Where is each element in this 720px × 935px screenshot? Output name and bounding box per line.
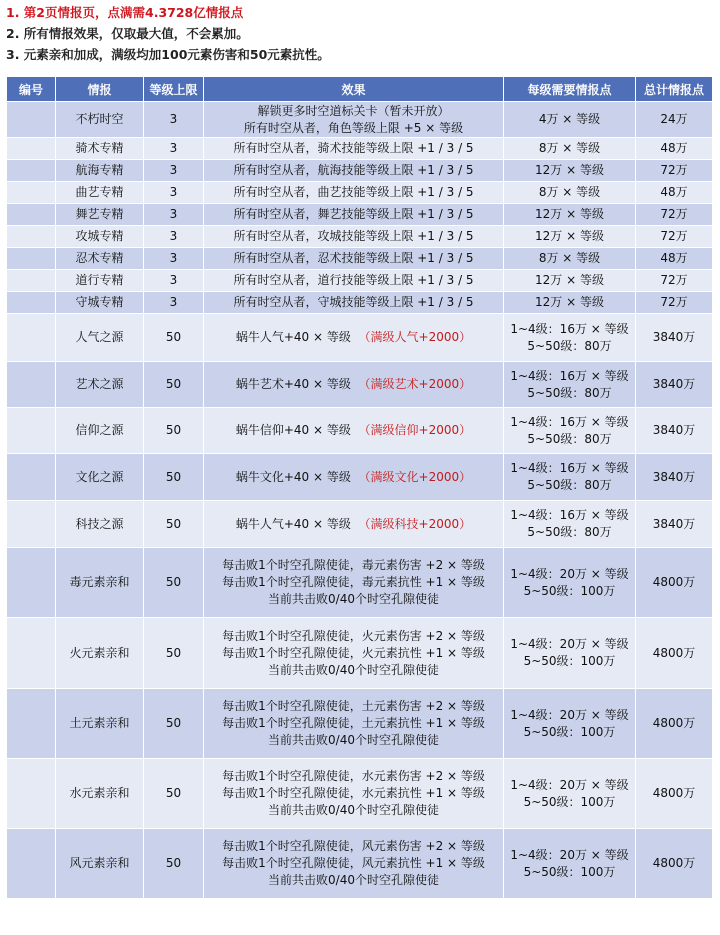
- cell-effect: [204, 501, 504, 548]
- effect-line: 所有时空从者，航海技能等级上限 +1 / 3 / 5: [233, 163, 474, 177]
- cell-max-level: 50: [144, 408, 204, 454]
- cell-name: 舞艺专精: [56, 204, 144, 226]
- cell-id: [7, 138, 56, 160]
- cell-cost-per-level: [504, 454, 636, 501]
- cell-max-level: 50: [144, 314, 204, 362]
- cell-cost-per-level: [504, 226, 636, 248]
- cost-line: 8万 × 等级: [538, 251, 601, 265]
- cell-effect: [204, 248, 504, 270]
- table-row: [7, 102, 713, 138]
- cell-max-level: 50: [144, 689, 204, 759]
- cell-cost-per-level: [504, 759, 636, 829]
- effect-line: 每击败1个时空孔隙使徒，水元素伤害 +2 × 等级: [222, 769, 485, 783]
- cell-total: 3840万: [636, 501, 713, 548]
- cell-max-level: 3: [144, 226, 204, 248]
- header-id: 编号: [7, 77, 56, 102]
- cell-cost-per-level: [504, 408, 636, 454]
- effect-line: 当前共击败0/40个时空孔隙使徒: [268, 662, 439, 677]
- cell-name: 水元素亲和: [56, 759, 144, 829]
- cost-line: 5~50级：80万: [527, 525, 612, 539]
- cell-max-level: 50: [144, 454, 204, 501]
- table-row: [7, 182, 713, 204]
- cell-cost-per-level: [504, 618, 636, 689]
- effect-line: 当前共击败0/40个时空孔隙使徒: [268, 592, 439, 606]
- cell-max-level: 50: [144, 618, 204, 689]
- cell-id: [7, 689, 56, 759]
- cost-line: 12万 × 等级: [535, 295, 604, 309]
- cell-id: [7, 408, 56, 454]
- cell-name: 航海专精: [56, 160, 144, 182]
- cell-total: 72万: [636, 160, 713, 182]
- effect-line: 每击败1个时空孔隙使徒，火元素伤害 +2 × 等级: [222, 628, 485, 643]
- cost-line: 5~50级：80万: [527, 385, 612, 400]
- cell-total: 3840万: [636, 314, 713, 362]
- cost-line: 5~50级：80万: [527, 431, 612, 446]
- cost-line: 1~4级：16万 × 等级: [510, 508, 629, 522]
- cost-line: 5~50级：100万: [523, 794, 616, 809]
- table-row: [7, 829, 713, 899]
- cell-effect: [204, 759, 504, 829]
- cost-line: 5~50级：100万: [523, 583, 616, 598]
- cell-name: 忍术专精: [56, 248, 144, 270]
- table-row: [7, 501, 713, 548]
- cell-max-level: 3: [144, 248, 204, 270]
- cell-id: [7, 204, 56, 226]
- cell-id: [7, 618, 56, 689]
- effect-line: 所有时空从者，道行技能等级上限 +1 / 3 / 5: [233, 273, 474, 287]
- cell-effect: [204, 362, 504, 408]
- cell-name: 骑术专精: [56, 138, 144, 160]
- effect-line: 所有时空从者，骑术技能等级上限 +1 / 3 / 5: [233, 141, 474, 155]
- cell-name: 毒元素亲和: [56, 548, 144, 618]
- effect-line: 每击败1个时空孔隙使徒，毒元素抗性 +1 × 等级: [222, 575, 485, 589]
- effect-highlight: （满级人气+2000）: [358, 330, 472, 344]
- cell-name: 道行专精: [56, 270, 144, 292]
- cell-effect: [204, 408, 504, 454]
- cost-line: 1~4级：16万 × 等级: [510, 321, 629, 336]
- cell-total: 24万: [636, 102, 713, 138]
- cell-effect: [204, 292, 504, 314]
- table-header-row: [7, 77, 713, 102]
- header-name: 情报: [56, 77, 144, 102]
- effect-line: 所有时空从者，攻城技能等级上限 +1 / 3 / 5: [233, 229, 474, 243]
- table-row: [7, 362, 713, 408]
- cell-cost-per-level: [504, 182, 636, 204]
- cell-total: 4800万: [636, 618, 713, 689]
- effect-line: 所有时空从者，忍术技能等级上限 +1 / 3 / 5: [233, 251, 474, 265]
- cell-effect: [204, 102, 504, 138]
- cell-effect: [204, 689, 504, 759]
- cell-total: 4800万: [636, 829, 713, 899]
- cost-line: 5~50级：100万: [523, 724, 616, 739]
- cost-line: 1~4级：20万 × 等级: [510, 637, 629, 651]
- cell-max-level: 3: [144, 270, 204, 292]
- effect-line: 每击败1个时空孔隙使徒，毒元素伤害 +2 × 等级: [222, 558, 485, 572]
- cell-max-level: 50: [144, 759, 204, 829]
- cell-cost-per-level: [504, 292, 636, 314]
- table-row: [7, 408, 713, 454]
- table-row: [7, 548, 713, 618]
- effect-line: 蜗牛人气+40 × 等级: [235, 516, 351, 531]
- effect-line: 蜗牛信仰+40 × 等级: [235, 423, 351, 437]
- cell-cost-per-level: [504, 362, 636, 408]
- cell-total: 72万: [636, 226, 713, 248]
- cell-max-level: 50: [144, 362, 204, 408]
- effect-line: 当前共击败0/40个时空孔隙使徒: [268, 873, 439, 887]
- cell-effect: [204, 548, 504, 618]
- cell-total: 72万: [636, 204, 713, 226]
- cell-id: [7, 548, 56, 618]
- cost-line: 1~4级：20万 × 等级: [510, 566, 629, 581]
- cost-line: 12万 × 等级: [535, 207, 604, 221]
- cell-cost-per-level: [504, 248, 636, 270]
- effect-line: 所有时空从者，曲艺技能等级上限 +1 / 3 / 5: [233, 185, 474, 199]
- cell-max-level: 50: [144, 829, 204, 899]
- cost-line: 12万 × 等级: [535, 229, 604, 243]
- table-row: [7, 270, 713, 292]
- table-row: [7, 226, 713, 248]
- cell-cost-per-level: [504, 314, 636, 362]
- cell-cost-per-level: [504, 270, 636, 292]
- cell-id: [7, 182, 56, 204]
- cell-id: [7, 759, 56, 829]
- cost-line: 8万 × 等级: [538, 185, 601, 199]
- cost-line: 5~50级：80万: [527, 478, 612, 492]
- cell-name: 科技之源: [56, 501, 144, 548]
- header-cost-per-level: 每级需要情报点: [504, 77, 636, 102]
- effect-highlight: （满级文化+2000）: [358, 469, 472, 484]
- cell-name: 土元素亲和: [56, 689, 144, 759]
- cell-id: [7, 292, 56, 314]
- cell-total: 72万: [636, 270, 713, 292]
- notes-section: [0, 0, 720, 65]
- cell-name: 火元素亲和: [56, 618, 144, 689]
- cell-max-level: 3: [144, 160, 204, 182]
- table-row: [7, 759, 713, 829]
- cell-name: 人气之源: [56, 314, 144, 362]
- effect-line: 每击败1个时空孔隙使徒，风元素抗性 +1 × 等级: [222, 856, 485, 870]
- table-row: [7, 292, 713, 314]
- effect-line: 蜗牛艺术+40 × 等级: [235, 377, 351, 391]
- cell-cost-per-level: [504, 204, 636, 226]
- table-row: [7, 454, 713, 501]
- cost-line: 1~4级：20万 × 等级: [510, 707, 629, 722]
- effect-line: 每击败1个时空孔隙使徒，火元素抗性 +1 × 等级: [222, 645, 485, 660]
- effect-line: 每击败1个时空孔隙使徒，土元素抗性 +1 × 等级: [222, 716, 485, 730]
- cost-line: 12万 × 等级: [535, 273, 604, 287]
- cell-cost-per-level: [504, 829, 636, 899]
- effect-line: 当前共击败0/40个时空孔隙使徒: [268, 733, 439, 747]
- cell-name: 艺术之源: [56, 362, 144, 408]
- cell-name: 信仰之源: [56, 408, 144, 454]
- header-total: 总计情报点: [636, 77, 713, 102]
- cell-effect: [204, 182, 504, 204]
- header-max-level: 等级上限: [144, 77, 204, 102]
- effect-line: 所有时空从者，舞艺技能等级上限 +1 / 3 / 5: [233, 207, 474, 221]
- cost-line: 1~4级：20万 × 等级: [510, 847, 629, 862]
- cell-cost-per-level: [504, 102, 636, 138]
- cell-id: [7, 454, 56, 501]
- cost-line: 5~50级：100万: [523, 654, 616, 668]
- cell-id: [7, 501, 56, 548]
- effect-line: 每击败1个时空孔隙使徒，风元素伤害 +2 × 等级: [222, 839, 485, 853]
- cell-effect: [204, 138, 504, 160]
- cell-effect: [204, 618, 504, 689]
- table-row: [7, 618, 713, 689]
- note-3: 3. 元素亲和加成，满级均加100元素伤害和50元素抗性。: [6, 47, 330, 62]
- cell-max-level: 3: [144, 138, 204, 160]
- cell-cost-per-level: [504, 501, 636, 548]
- effect-line: 解锁更多时空道标关卡（暂未开放）: [257, 103, 450, 118]
- effect-highlight: （满级信仰+2000）: [358, 423, 472, 437]
- cell-max-level: 3: [144, 292, 204, 314]
- cell-total: 72万: [636, 292, 713, 314]
- cell-effect: [204, 829, 504, 899]
- cell-name: 不朽时空: [56, 102, 144, 138]
- cost-line: 5~50级：80万: [527, 338, 612, 353]
- effect-line: 所有时空从者，角色等级上限 +5 × 等级: [243, 120, 464, 135]
- cell-total: 3840万: [636, 454, 713, 501]
- cell-name: 守城专精: [56, 292, 144, 314]
- header-effect: 效果: [204, 77, 504, 102]
- cell-id: [7, 160, 56, 182]
- cell-id: [7, 270, 56, 292]
- cell-cost-per-level: [504, 689, 636, 759]
- cell-cost-per-level: [504, 138, 636, 160]
- cost-line: 1~4级：16万 × 等级: [510, 368, 629, 383]
- cost-line: 8万 × 等级: [538, 141, 601, 155]
- cost-line: 1~4级：20万 × 等级: [510, 777, 629, 792]
- effect-highlight: （满级科技+2000）: [358, 516, 472, 531]
- cell-max-level: 50: [144, 501, 204, 548]
- cell-effect: [204, 204, 504, 226]
- cell-max-level: 3: [144, 204, 204, 226]
- effect-line: 每击败1个时空孔隙使徒，水元素抗性 +1 × 等级: [222, 786, 485, 800]
- cell-name: 风元素亲和: [56, 829, 144, 899]
- cost-line: 1~4级：16万 × 等级: [510, 461, 629, 475]
- cell-id: [7, 248, 56, 270]
- table-row: [7, 204, 713, 226]
- cell-max-level: 3: [144, 182, 204, 204]
- effect-line: 每击败1个时空孔隙使徒，土元素伤害 +2 × 等级: [222, 699, 485, 713]
- cell-id: [7, 829, 56, 899]
- table-row: [7, 138, 713, 160]
- cell-total: 4800万: [636, 689, 713, 759]
- cell-name: 攻城专精: [56, 226, 144, 248]
- cost-line: 5~50级：100万: [523, 864, 616, 879]
- table-row: [7, 689, 713, 759]
- cell-cost-per-level: [504, 548, 636, 618]
- table-row: [7, 160, 713, 182]
- cell-total: 48万: [636, 248, 713, 270]
- effect-line: 当前共击败0/40个时空孔隙使徒: [268, 803, 439, 817]
- cell-total: 3840万: [636, 408, 713, 454]
- note-2: 2. 所有情报效果，仅取最大值，不会累加。: [6, 26, 249, 41]
- cell-name: 文化之源: [56, 454, 144, 501]
- cell-effect: [204, 160, 504, 182]
- note-1: 1. 第2页情报页，点满需4.3728亿情报点: [6, 5, 244, 20]
- cell-total: 4800万: [636, 548, 713, 618]
- cell-id: [7, 314, 56, 362]
- effect-line: 蜗牛文化+40 × 等级: [235, 469, 351, 484]
- cell-id: [7, 102, 56, 138]
- intel-table: [6, 76, 713, 899]
- cell-total: 48万: [636, 182, 713, 204]
- table-row: [7, 314, 713, 362]
- cell-max-level: 50: [144, 548, 204, 618]
- cost-line: 4万 × 等级: [538, 112, 601, 126]
- cell-id: [7, 362, 56, 408]
- cell-effect: [204, 454, 504, 501]
- effect-highlight: （满级艺术+2000）: [358, 377, 472, 391]
- cell-effect: [204, 270, 504, 292]
- cell-total: 3840万: [636, 362, 713, 408]
- effect-line: 蜗牛人气+40 × 等级: [235, 330, 351, 344]
- effect-line: 所有时空从者，守城技能等级上限 +1 / 3 / 5: [233, 295, 474, 309]
- cell-total: 4800万: [636, 759, 713, 829]
- table-row: [7, 248, 713, 270]
- cell-total: 48万: [636, 138, 713, 160]
- cost-line: 1~4级：16万 × 等级: [510, 414, 629, 429]
- cell-name: 曲艺专精: [56, 182, 144, 204]
- cell-cost-per-level: [504, 160, 636, 182]
- table-body: [7, 102, 713, 899]
- cost-line: 12万 × 等级: [535, 163, 604, 177]
- cell-effect: [204, 226, 504, 248]
- cell-effect: [204, 314, 504, 362]
- cell-id: [7, 226, 56, 248]
- cell-max-level: 3: [144, 102, 204, 138]
